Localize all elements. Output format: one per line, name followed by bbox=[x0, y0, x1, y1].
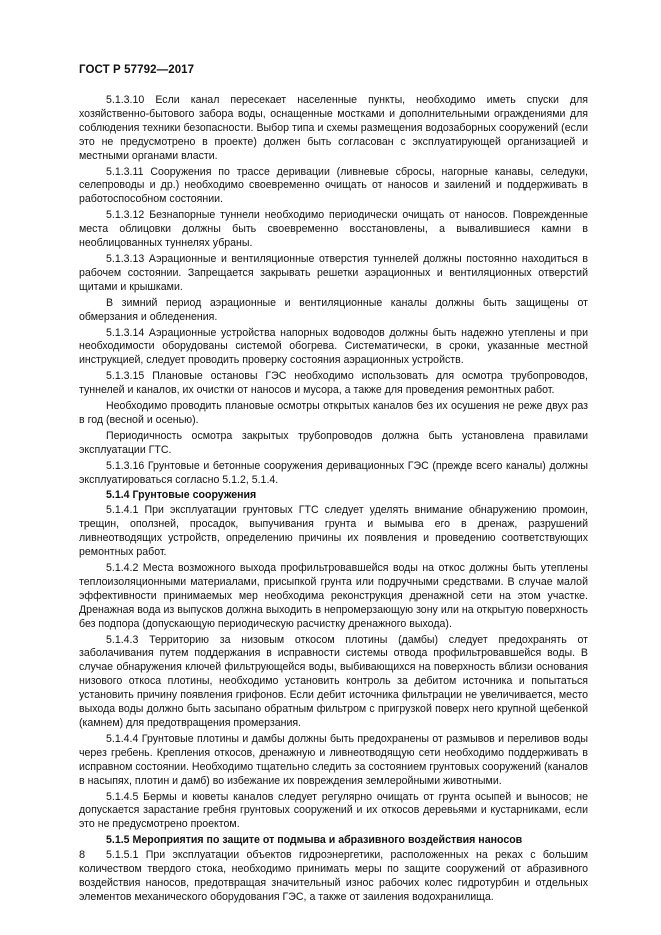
paragraph-5-1-3-16: 5.1.3.16 Грунтовые и бетонные сооружения деривационных ГЭС (прежде всего каналы) должны эксплуатироваться согласно 5.1.2, 5.1.4. bbox=[79, 459, 588, 486]
paragraph-5-1-3-12: 5.1.3.12 Безнапорные туннели необходимо периодически очищать от наносов. Поврежденные места облицовки должны быть своевременно восстановлены, а вывалившиеся камни в необлицованных туннелях убраны. bbox=[79, 209, 588, 250]
paragraph-winter: В зимний период аэрационные и вентиляционные каналы должны быть защищены от обмерзания и обледенения. bbox=[79, 296, 588, 323]
paragraph-5-1-3-15: 5.1.3.15 Плановые остановы ГЭС необходимо использовать для осмотра трубопроводов, туннелей и каналов, их очистки от наносов и мусора, а также для проведения ремонтных работ. bbox=[79, 370, 588, 397]
paragraph-5-1-4-5: 5.1.4.5 Бермы и кюветы каналов следует регулярно очищать от грунта осыпей и выносов; не допускается зарастание гребня грунтовых сооружений и их откосов деревьями и кустарниками, если это не предусмотрено проектом. bbox=[79, 790, 588, 831]
paragraph-5-1-4-3: 5.1.4.3 Территорию за низовым откосом плотины (дамбы) следует предохранять от заболачивания путем поддержания в исправности системы отвода профильтровавшейся воды. В случае обнаружения ключей фильтрующейся воды, выбивающихся на поверхность вблизи основания низового откоса плотины, необходимо установить контроль за дебитом источника и попытаться установить причину появления грифонов. Если дебит источника фильтрации не увеличивается, место выхода воды должно быть засыпано обратным фильтром с пригрузкой поверх него крупной щебенкой (камнем) для предотвращения промерзания. bbox=[79, 633, 588, 729]
paragraph-5-1-3-10: 5.1.3.10 Если канал пересекает населенные пункты, необходимо иметь спуски для хозяйственно-бытового забора воды, оснащенные мостками и дополнительными ограждениями для соблюдения техники безопасности. Выбор типа и схемы размещения водозаборных сооружений (если это не предусмотрено в проекте) должен быть согласован с эксплуатирующей организацией и местными органами власти. bbox=[79, 94, 588, 162]
section-heading-5-1-4: 5.1.4 Грунтовые сооружения bbox=[106, 489, 257, 502]
paragraph-5-1-5-1: 5.1.5.1 При эксплуатации объектов гидроэнергетики, расположенных на реках с большим количеством твердого стока, необходимо принимать меры по защите сооружений от абразивного воздействия наносов, предотвращая значительный износ рабочих колес гидротурбин и отдельных элементов механического оборудования ГЭС, а также от заиления водохранилища. bbox=[79, 849, 588, 903]
paragraph-5-1-3-13: 5.1.3.13 Аэрационные и вентиляционные отверстия туннелей должны постоянно находиться в рабочем состоянии. Запрещается закрывать решетки аэрационных и вентиляционных отверстий щитами и крышками. bbox=[79, 252, 588, 293]
paragraph-5-1-4-1: 5.1.4.1 При эксплуатации грунтовых ГТС следует уделять внимание обнаружению промоин, трещин, оползней, просадок, выпучивания грунта и вымыва его в дренаж, разрушений ливнеотводящих устройств, определению причины их появления и проведению соответствующих ремонтных работ. bbox=[79, 504, 588, 559]
paragraph-5-1-4-2: 5.1.4.2 Места возможного выхода профильтровавшейся воды на откос должны быть утеплены теплоизоляционными материалами, присыпкой грунта или подручными средствами. В случае малой эффективности принимаемых мер необходима реконструкция дренажной сети на этом участке. Дренажная вода из выпусков должна выходить в непромерзающую зону или на открытую поверхность без подпора (допускающую периодическую расчистку дренажного выхода). bbox=[79, 562, 588, 630]
paragraph-inspections: Необходимо проводить плановые осмотры открытых каналов без их осушения не реже двух раз в год (весной и осенью). bbox=[79, 400, 588, 426]
paragraph-5-1-3-11: 5.1.3.11 Сооружения по трассе деривации (ливневые сбросы, нагорные канавы, селедуки, селепроводы и др.) необходимо своевременно очищать от наносов и заилений и поддерживать в работоспособном состоянии. bbox=[79, 165, 588, 206]
document-header: ГОСТ Р 57792—2017 bbox=[79, 64, 195, 76]
paragraph-periodicity: Периодичность осмотра закрытых трубопроводов должна быть установлена правилами эксплуатации ГТС. bbox=[79, 429, 588, 456]
page-number: 8 bbox=[79, 849, 86, 861]
document-body bbox=[79, 94, 588, 907]
paragraph-5-1-4-4: 5.1.4.4 Грунтовые плотины и дамбы должны быть предохранены от размывов и переливов воды через гребень. Крепления откосов, дренажную и ливнеотводящую сети необходимо поддерживать в исправном состоянии. Необходимо тщательно следить за состоянием грунтовых сооружений (каналов в насыпях, плотин и дамб) во избежание их повреждения землеройными животными. bbox=[79, 732, 588, 787]
section-heading-5-1-5: 5.1.5 Мероприятия по защите от подмыва и абразивного воздействия наносов bbox=[106, 834, 523, 847]
paragraph-5-1-3-14: 5.1.3.14 Аэрационные устройства напорных водоводов должны быть надежно утеплены и при необходимости оборудованы системой обогрева. Систематически, в сроки, указанные местной инструкцией, следует проводить проверку состояния аэрационных устройств. bbox=[79, 326, 588, 367]
